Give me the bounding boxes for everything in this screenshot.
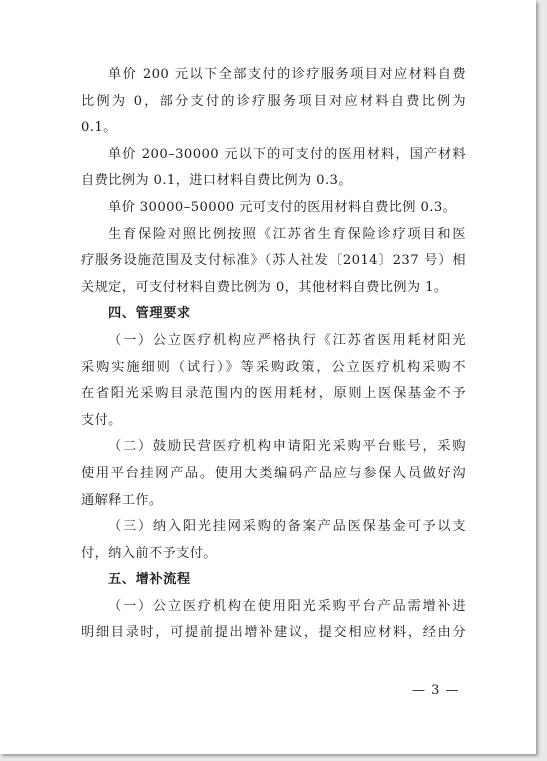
page-number: — 3 — [412, 683, 460, 698]
text-line: 生育保险对照比例按照《江苏省生育保险诊疗项目和医 [108, 226, 466, 242]
text-line: 付，纳入前不予支付。 [81, 545, 217, 561]
text-line: 0.1。 [81, 120, 117, 136]
text-line: 通解释工作。 [81, 492, 163, 508]
section-heading: 五、增补流程 [108, 572, 191, 588]
text-line: 在省阳光采购目录范围内的医用耗材，原则上医保基金不予 [81, 386, 466, 402]
text-line: 采购实施细则（试行）》等采购政策，公立医疗机构采购不 [81, 359, 466, 375]
text-line: 支付。 [81, 412, 122, 428]
text-line: 比例为 0，部分支付的诊疗服务项目对应材料自费比例为 [81, 93, 466, 109]
section-heading: 四、管理要求 [108, 306, 191, 322]
text-line: 明细目录时，可提前提出增补建议，提交相应材料，经由分 [81, 625, 466, 641]
text-line: （一）公立医疗机构在使用阳光采购平台产品需增补进 [108, 598, 466, 614]
document-body [81, 62, 466, 647]
text-line: 关规定，可支付材料自费比例为 0，其他材料自费比例为 1。 [81, 279, 448, 295]
text-line: （二）鼓励民营医疗机构申请阳光采购平台账号，采购 [108, 439, 466, 455]
text-line: 单价 200–30000 元以下的可支付的医用材料，国产材料 [108, 146, 466, 162]
text-line: 使用平台挂网产品。使用大类编码产品应与参保人员做好沟 [81, 465, 466, 481]
text-line: （三）纳入阳光挂网采购的备案产品医保基金可予以支 [108, 519, 466, 535]
text-line: 自费比例为 0.1，进口材料自费比例为 0.3。 [81, 173, 352, 189]
text-line: （一）公立医疗机构应严格执行《江苏省医用耗材阳光 [108, 332, 466, 348]
text-line: 单价 30000–50000 元可支付的医用材料自费比例 0.3。 [108, 199, 457, 215]
text-line: 单价 200 元以下全部支付的诊疗服务项目对应材料自费 [108, 67, 466, 82]
text-line: 疗服务设施范围及支付标准》（苏人社发〔2014〕237 号）相 [81, 253, 466, 269]
